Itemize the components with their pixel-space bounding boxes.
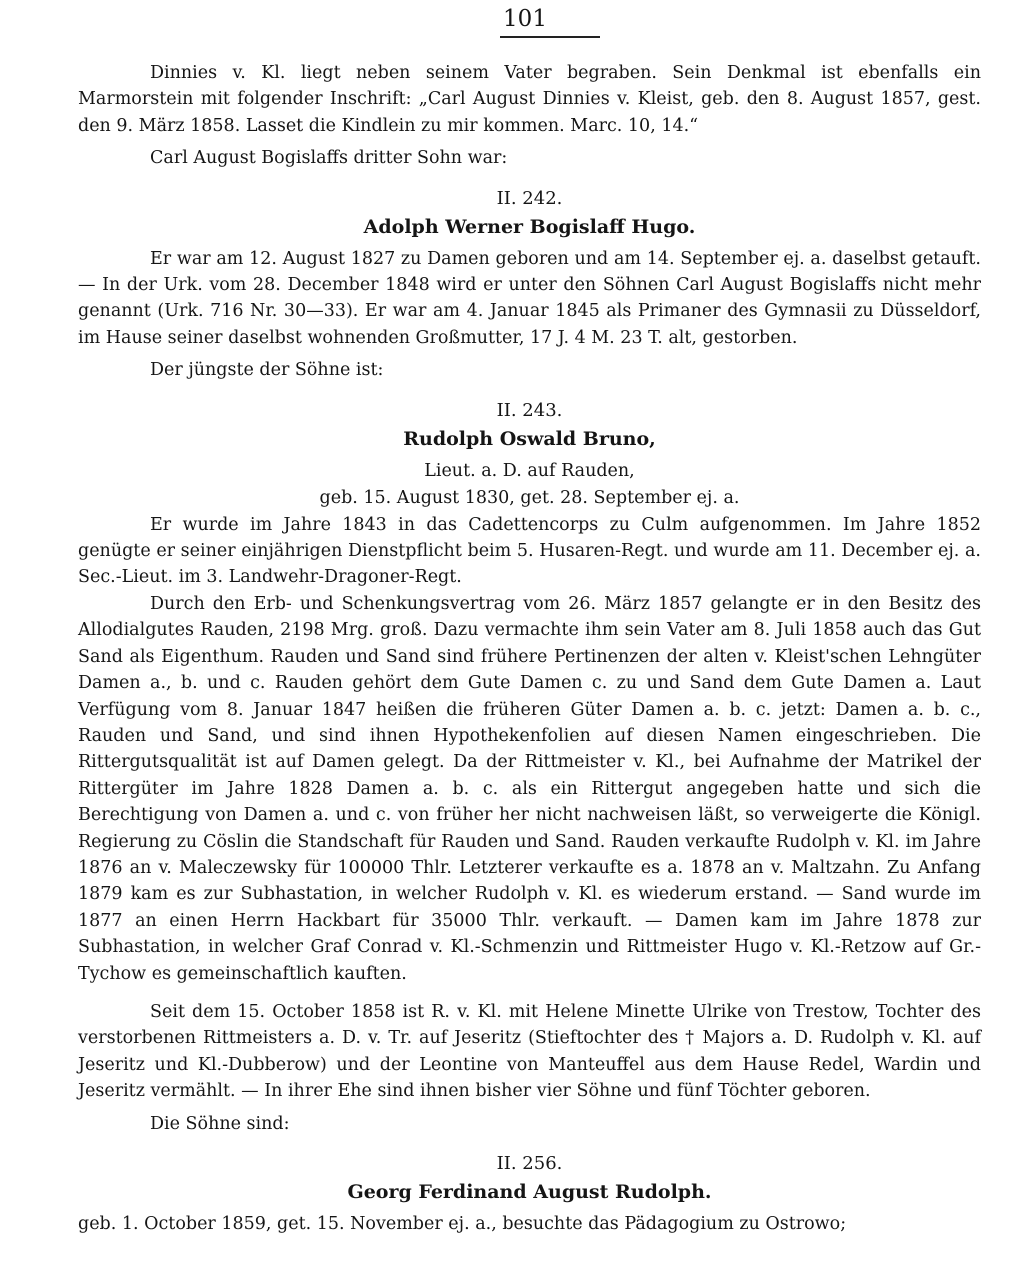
- paragraph-rudolph-military: Er wurde im Jahre 1843 in das Cadettencorps zu Culm aufgenommen. Im Jahre 1852 genügte er seiner einjährigen Dienstpflicht beim 5. Husaren-Regt. und wurde am 11. December ej. a. Sec.-Lieut. im 3. Landwehr-Dragoner-Regt.: [78, 514, 981, 588]
- intro-youngest-son: Der jüngste der Söhne ist:: [150, 360, 384, 381]
- header-rule: [500, 36, 600, 38]
- paragraph-dinnies-grave: Dinnies v. Kl. liegt neben seinem Vater begraben. Sein Denkmal ist ebenfalls ein Marmorstein mit folgender Inschrift: „Carl August Dinnies v. Kleist, geb. den 8. August 1857, gest. den 9. März 1858. Lasset die Kindlein zu mir kommen. Marc. 10, 14.“: [78, 63, 981, 136]
- entry-name-adolph: Adolph Werner Bogislaff Hugo.: [363, 215, 696, 238]
- entry-name-rudolph: Rudolph Oswald Bruno,: [403, 427, 656, 450]
- page-number: 101: [503, 6, 547, 32]
- paragraph-rudolph-marriage: Seit dem 15. October 1858 ist R. v. Kl. mit Helene Minette Ulrike von Trestow, Tochter des verstorbenen Rittmeisters a. D. v. Tr. auf Jeseritz (Stieftochter des † Majors a. D. Rudolph v. Kl. auf Jeseritz und Kl.-Dubberow) und der Leontine von Manteuffel aus dem Hause Redel, Wardin und Jeseritz vermählt. — In ihrer Ehe sind ihnen bisher vier Söhne und fünf Töchter geboren.: [78, 1001, 981, 1102]
- entry-number-242: II. 242.: [496, 187, 563, 209]
- paragraph-rudolph-estates: Durch den Erb- und Schenkungsvertrag vom 26. März 1857 gelangte er in den Besitz des Allodialgutes Rauden, 2198 Mrg. groß. Dazu vermachte ihm sein Vater am 8. Juli 1858 auch das Gut Sand als Eigenthum. Rauden und Sand sind frühere Pertinenzen der alten v. Kleist'schen Lehngüter Damen a., b. und c. Rauden gehört dem Gute Damen c. zu und Sand dem Gute Damen a. Laut Verfügung vom 8. Januar 1847 heißen die früheren Güter Damen a. b. c. jetzt: Damen a. b. c., Rauden und Sand, und sind ihnen Hypothekenfolien auf diesen Namen eingeschrieben. Die Rittergutsqualität ist auf Damen gelegt. Da der Rittmeister v. Kl., bei Aufnahme der Matrikel der Rittergüter im Jahre 1828 Damen a. b. c. als ein Rittergut angegeben hatte und sich die Berechtigung von Damen a. und c. von früher her nicht nachweisen läßt, so verweigerte die Königl. Regierung zu Cöslin die Standschaft für Rauden und Sand. Rauden verkaufte Rudolph v. Kl. im Jahre 1876 an v. Maleczewsky für 100000 Thlr. Letzterer verkaufte es a. 1878 an v. Maltzahn. Zu Anfang 1879 kam es zur Subhastation, in welcher Rudolph v. Kl. es wiederum erstand. — Sand wurde im 1877 an einen Herrn Hackbart für 35000 Thlr. verkauft. — Damen kam im Jahre 1878 zur Subhastation, in welcher Graf Conrad v. Kl.-Schmenzin und Rittmeister Hugo v. Kl.-Retzow auf Gr.-Tychow es gemeinschaftlich kauften.: [78, 593, 981, 984]
- intro-sons: Die Söhne sind:: [150, 1113, 290, 1134]
- entry-rank-rudolph: Lieut. a. D. auf Rauden,: [424, 460, 635, 481]
- paragraph-adolph-biography: Er war am 12. August 1827 zu Damen geboren und am 14. September ej. a. daselbst getauft. — In der Urk. vom 28. December 1848 wird er unter den Söhnen Carl August Bogislaffs nicht mehr genannt (Urk. 716 Nr. 30—33). Er war am 4. Januar 1845 als Primaner des Gymnasii zu Düsseldorf, im Hause seiner daselbst wohnenden Großmutter, 17 J. 4 M. 23 T. alt, gestorben.: [78, 248, 981, 348]
- entry-dates-rudolph: geb. 15. August 1830, get. 28. September ej. a.: [319, 487, 740, 508]
- text-body: [78, 60, 981, 1237]
- entry-name-georg: Georg Ferdinand August Rudolph.: [347, 1181, 712, 1203]
- entry-number-256: II. 256.: [496, 1153, 563, 1174]
- paragraph-georg-birth: geb. 1. October 1859, get. 15. November ej. a., besuchte das Pädagogium zu Ostrowo;: [78, 1214, 847, 1234]
- intro-third-son: Carl August Bogislaffs dritter Sohn war:: [150, 148, 508, 169]
- paragraph-gap: [78, 987, 981, 999]
- entry-number-243: II. 243.: [496, 399, 563, 421]
